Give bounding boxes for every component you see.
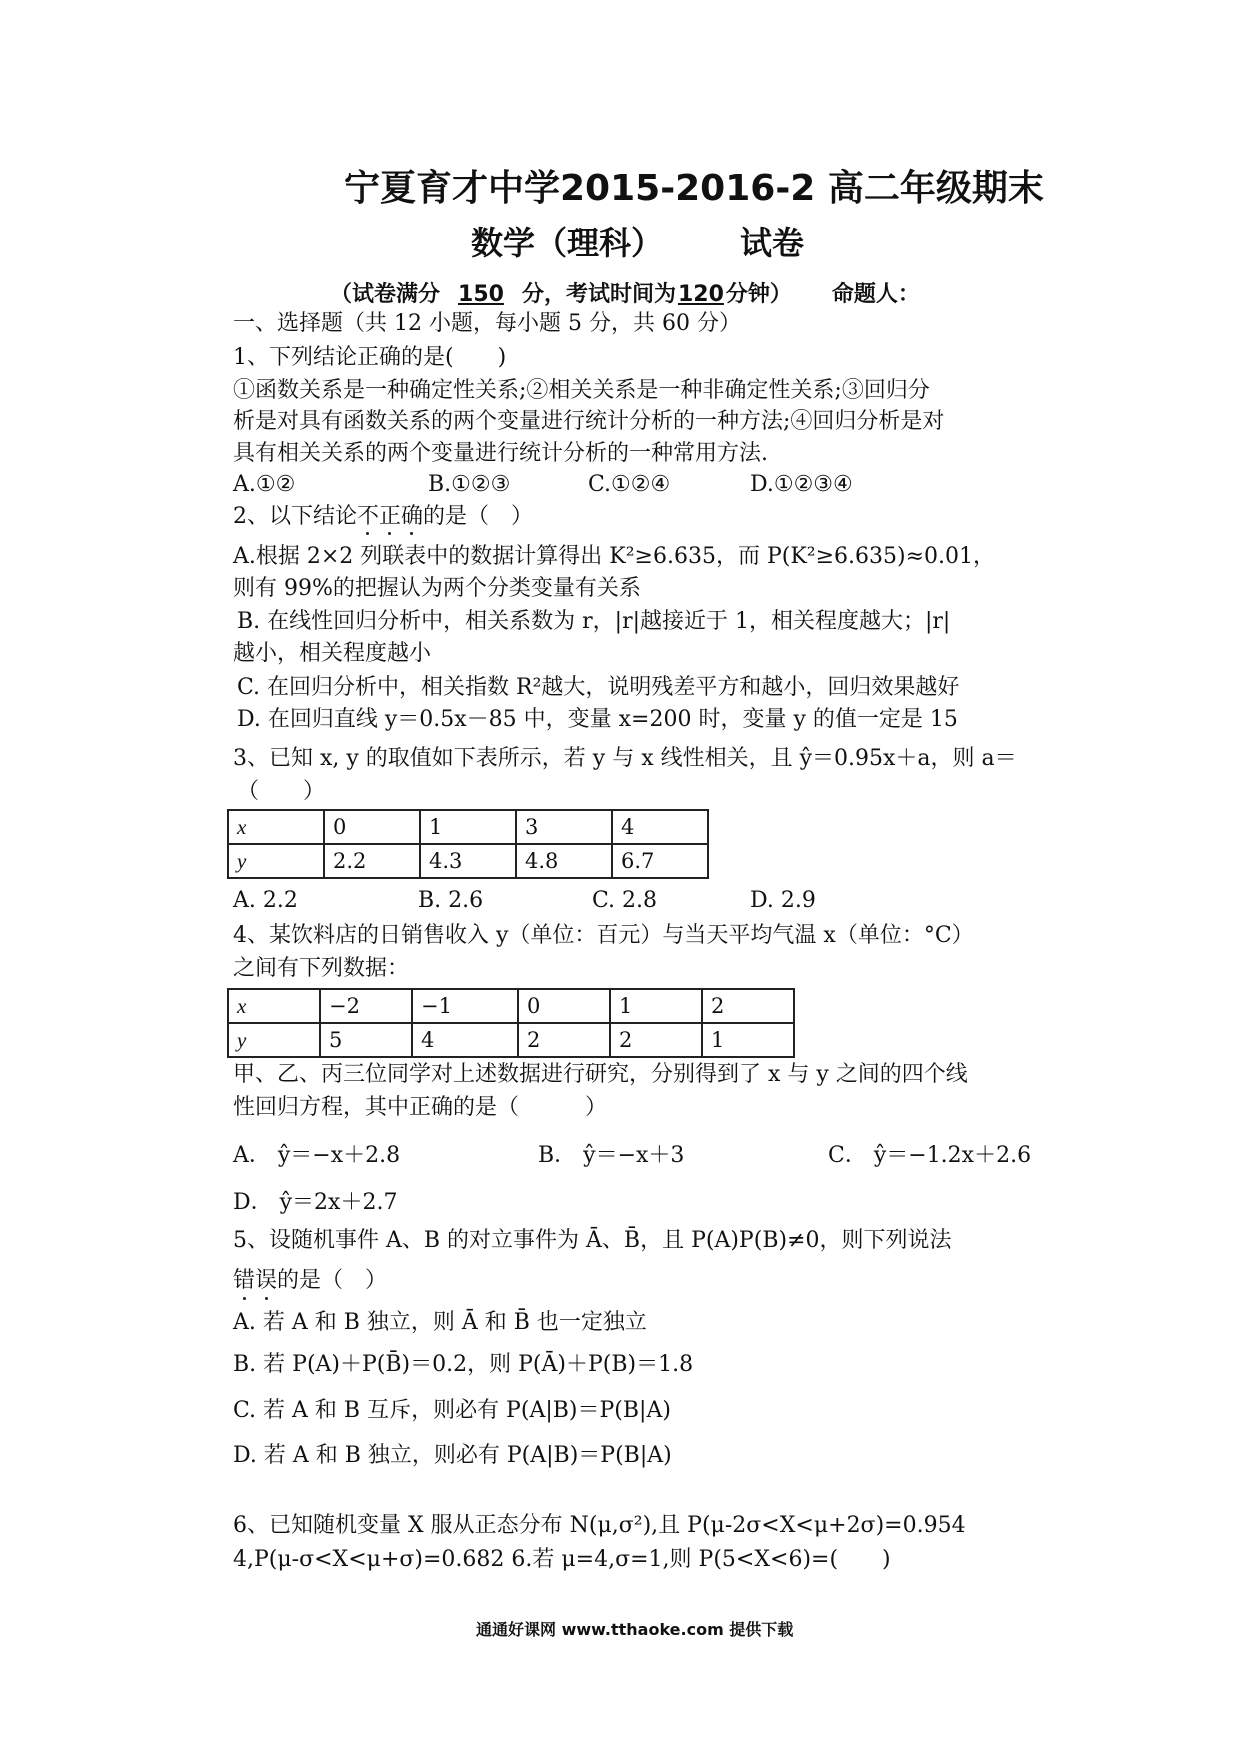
table-cell: 4.8	[516, 844, 612, 878]
q2-line: 越小，相关程度越小	[233, 641, 432, 666]
table-row	[228, 989, 794, 1023]
emphasis-dot	[243, 1297, 246, 1300]
q2-line: D. 在回归直线 y＝0.5x－85 中，变量 x=200 时，变量 y 的值一定是 15	[237, 707, 958, 732]
q2-line: 则有 99%的把握认为两个分类变量有关系	[233, 576, 641, 601]
table-cell: 2	[610, 1023, 702, 1057]
q5-stem: 5、设随机事件 A、B 的对立事件为 Ā、B̄，且 P(A)P(B)≠0，则下列说法	[233, 1228, 952, 1253]
note-author: 命题人：	[831, 282, 920, 307]
table-cell: −1	[412, 989, 518, 1023]
q3-option-d: D. 2.9	[750, 888, 816, 913]
q1-option-d: D.①②③④	[750, 472, 853, 497]
q3-option-a: A. 2.2	[233, 888, 298, 913]
table-cell: 4	[612, 810, 708, 844]
q2-line: A.根据 2×2 列联表中的数据计算得出 K²≥6.635，而 P(K²≥6.635)≈0.01，	[233, 544, 996, 569]
q3-data-table	[227, 809, 709, 879]
page-subtitle-suffix: 试卷	[740, 224, 805, 262]
emphasis-dot	[388, 532, 391, 535]
footer-source: 通通好课网 www.tthaoke.com 提供下载	[476, 1620, 794, 1639]
table-cell: 2.2	[324, 844, 420, 878]
table-row	[228, 810, 708, 844]
q1-option-c: C.①②④	[588, 472, 671, 497]
q6-line: 6、已知随机变量 X 服从正态分布 N(μ,σ²),且 P(μ-2σ<X<μ+2σ)=0.954	[233, 1513, 966, 1538]
table-cell: x	[228, 810, 324, 844]
note-mid: 分，考试时间为	[521, 282, 676, 307]
emphasis-dot	[366, 532, 369, 535]
q1-line: 具有相关关系的两个变量进行统计分析的一种常用方法.	[233, 441, 768, 466]
q2-line: C. 在回归分析中，相关指数 R²越大，说明残差平方和越小，回归效果越好	[237, 675, 960, 700]
time-value: 120	[677, 282, 724, 307]
q5-option-d: D. 若 A 和 B 独立，则必有 P(A|B)＝P(B|A)	[233, 1443, 672, 1468]
table-cell: 4.3	[420, 844, 516, 878]
table-cell: 1	[610, 989, 702, 1023]
table-cell: 3	[516, 810, 612, 844]
table-cell: x	[228, 989, 320, 1023]
table-cell: 2	[518, 1023, 610, 1057]
q3-paren: （ ）	[237, 779, 326, 804]
q5-option-c: C. 若 A 和 B 互斥，则必有 P(A|B)＝P(B|A)	[233, 1398, 671, 1423]
q2-stem: 2、以下结论不正确的是（ ）	[233, 504, 533, 529]
q4-line: 性回归方程，其中正确的是（ ）	[233, 1095, 608, 1120]
q4-option-c: C． ŷ＝−1.2x＋2.6	[828, 1143, 1032, 1168]
q4-option-a: A． ŷ＝−x＋2.8	[233, 1143, 401, 1168]
q4-data-table	[227, 988, 795, 1058]
table-cell: 2	[702, 989, 794, 1023]
q1-line: 析是对具有函数关系的两个变量进行统计分析的一种方法;④回归分析是对	[233, 409, 945, 434]
table-cell: 0	[324, 810, 420, 844]
q5-option-a: A. 若 A 和 B 独立，则 Ā 和 B̄ 也一定独立	[233, 1310, 647, 1335]
q2-line: B. 在线性回归分析中，相关系数为 r，|r|越接近于 1，相关程度越大；|r|	[237, 609, 951, 634]
table-cell: 0	[518, 989, 610, 1023]
q6-line: 4,P(μ-σ<X<μ+σ)=0.682 6.若 μ=4,σ=1,则 P(5<X<6)=( )	[233, 1547, 891, 1572]
q1-line: ①函数关系是一种确定性关系;②相关关系是一种非确定性关系;③回归分	[233, 378, 930, 403]
section-heading: 一、选择题（共 12 小题，每小题 5 分，共 60 分）	[233, 311, 741, 336]
emphasis-dot	[265, 1297, 268, 1300]
table-cell: y	[228, 844, 324, 878]
page-title: 宁夏育才中学2015-2016-2 高二年级期末	[344, 168, 1044, 209]
q3-option-c: C. 2.8	[592, 888, 658, 913]
q4-option-d: D． ŷ＝2x＋2.7	[233, 1190, 398, 1215]
q4-stem-cont: 之间有下列数据：	[233, 956, 410, 981]
exam-info-line	[330, 277, 920, 308]
q4-stem: 4、某饮料店的日销售收入 y（单位：百元）与当天平均气温 x（单位：°C）	[233, 923, 974, 948]
emphasis-dot	[410, 532, 413, 535]
q1-stem: 1、下列结论正确的是( )	[233, 345, 507, 370]
table-row	[228, 844, 708, 878]
table-cell: 4	[412, 1023, 518, 1057]
table-row	[228, 1023, 794, 1057]
table-cell: −2	[320, 989, 412, 1023]
q3-stem: 3、已知 x, y 的取值如下表所示，若 y 与 x 线性相关，且 ŷ＝0.95x＋a，则 a＝	[233, 746, 1017, 771]
score-value: 150	[458, 282, 504, 307]
q5-option-b: B. 若 P(A)＋P(B̄)＝0.2，则 P(Ā)＋P(B)＝1.8	[233, 1352, 694, 1377]
q1-option-b: B.①②③	[428, 472, 511, 497]
q4-option-b: B． ŷ＝−x＋3	[538, 1143, 685, 1168]
q3-option-b: B. 2.6	[418, 888, 484, 913]
note-pre: （试卷满分	[330, 282, 441, 307]
q5-stem-cont: 错误的是（ ）	[233, 1268, 388, 1293]
table-cell: y	[228, 1023, 320, 1057]
table-cell: 1	[702, 1023, 794, 1057]
q1-option-a: A.①②	[233, 472, 296, 497]
page-subtitle: 数学（理科）	[471, 224, 664, 262]
q4-line: 甲、乙、丙三位同学对上述数据进行研究，分别得到了 x 与 y 之间的四个线	[233, 1062, 968, 1087]
table-cell: 6.7	[612, 844, 708, 878]
note-post: 分钟）	[725, 282, 792, 307]
table-cell: 1	[420, 810, 516, 844]
table-cell: 5	[320, 1023, 412, 1057]
